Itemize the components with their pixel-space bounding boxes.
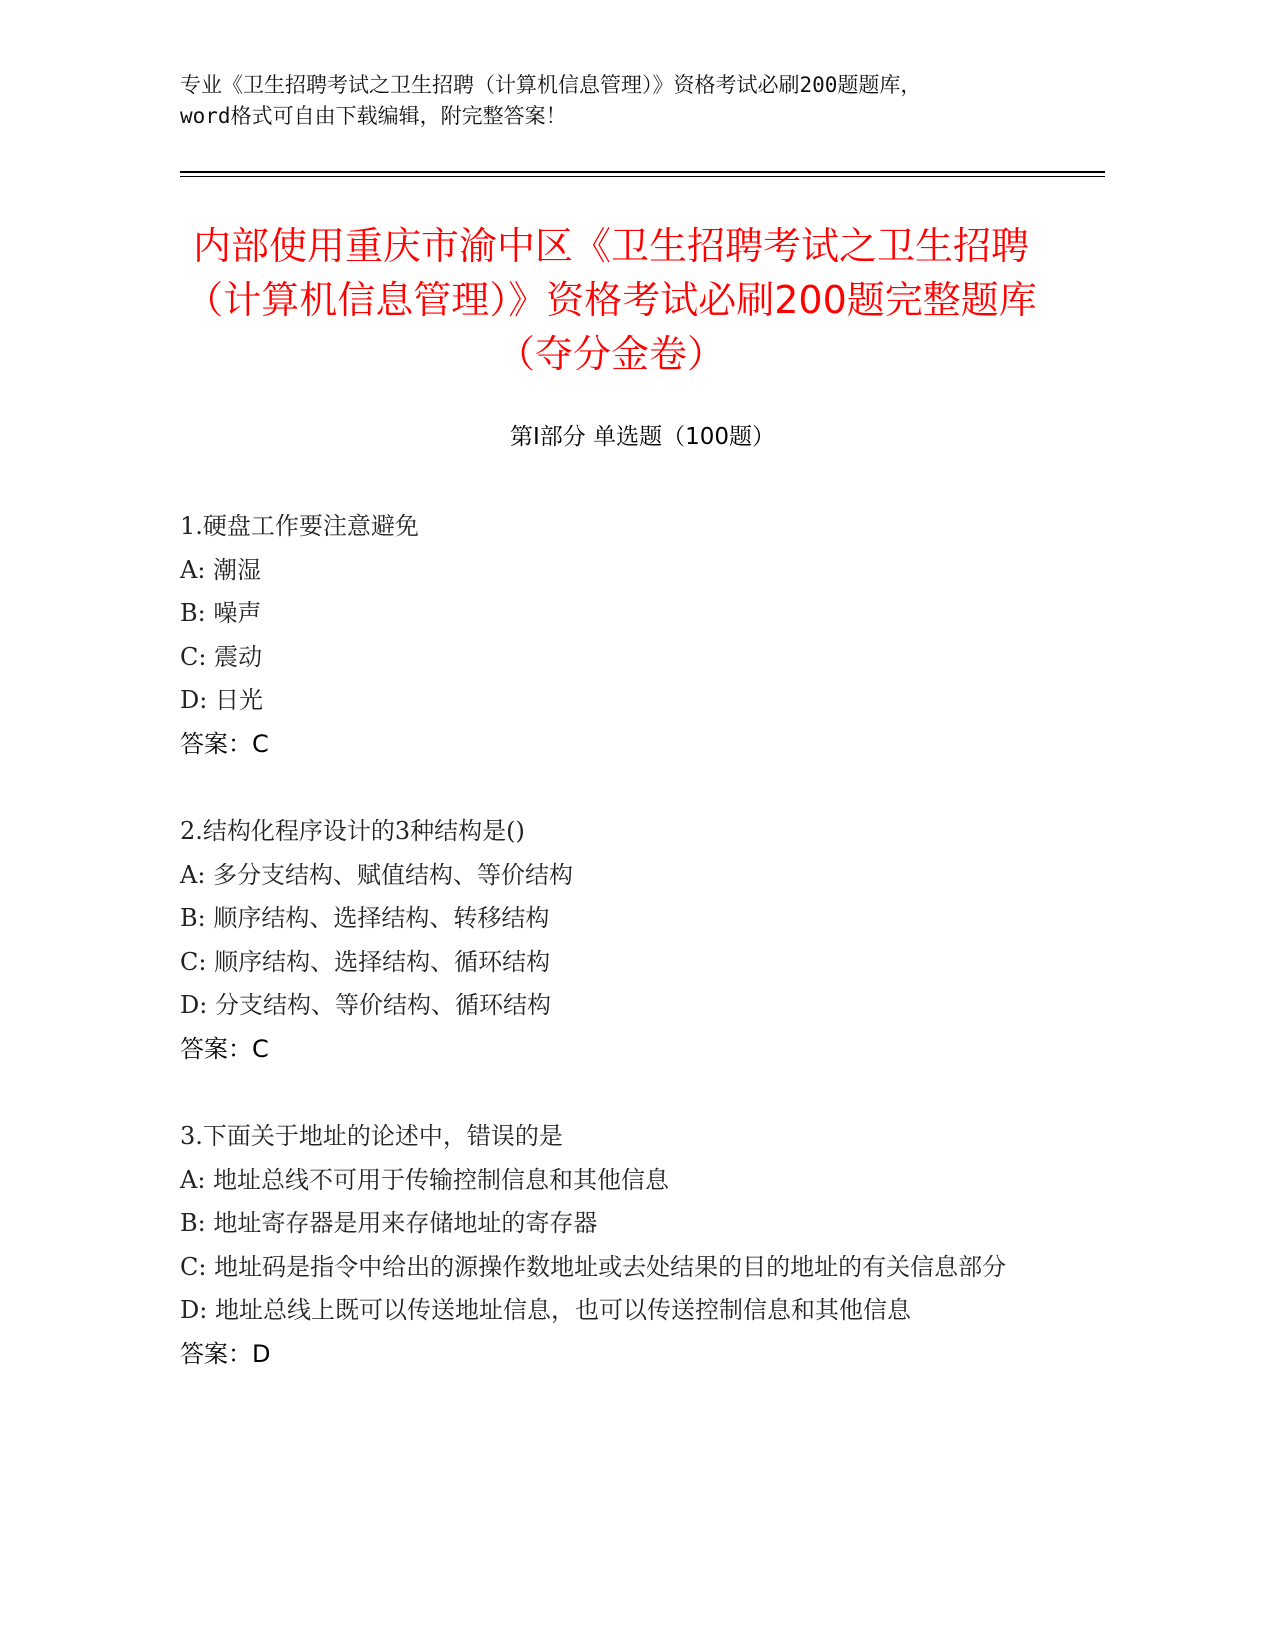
option-c: C: 地址码是指令中给出的源操作数地址或去处结果的目的地址的有关信息部分 xyxy=(180,1252,1007,1281)
question-stem: 3.下面关于地址的论述中，错误的是 xyxy=(180,1122,563,1150)
option-b: B: 地址寄存器是用来存储地址的寄存器 xyxy=(180,1209,598,1237)
option-a: A: 多分支结构、赋值结构、等价结构 xyxy=(180,860,574,889)
option-b: B: 顺序结构、选择结构、转移结构 xyxy=(180,904,550,932)
option-a: A: 地址总线不可用于传输控制信息和其他信息 xyxy=(180,1165,670,1194)
option-b: B: 噪声 xyxy=(180,599,262,627)
header-note-line-2: word格式可自由下载编辑，附完整答案！ xyxy=(180,104,567,128)
header-note xyxy=(180,70,1080,132)
option-d: D: 地址总线上既可以传送地址信息，也可以传送控制信息和其他信息 xyxy=(180,1296,911,1324)
question-stem: 2.结构化程序设计的3种结构是() xyxy=(180,817,525,845)
option-d: D: 日光 xyxy=(180,686,263,714)
header-note-line-1: 专业《卫生招聘考试之卫生招聘（计算机信息管理）》资格考试必刷200题题库， xyxy=(180,73,922,97)
option-c: C: 震动 xyxy=(180,642,263,671)
question-3 xyxy=(180,1115,1105,1376)
question-stem: 1.硬盘工作要注意避免 xyxy=(180,512,419,540)
answer: 答案：C xyxy=(180,1034,269,1063)
answer: 答案：D xyxy=(180,1339,271,1368)
question-list xyxy=(180,505,1105,1376)
option-d: D: 分支结构、等价结构、循环结构 xyxy=(180,991,551,1019)
question-1 xyxy=(180,505,1105,766)
option-a: A: 潮湿 xyxy=(180,555,262,584)
header-divider-thick xyxy=(180,171,1105,173)
question-2 xyxy=(180,810,1105,1071)
section-heading: 第Ⅰ部分 单选题（100题） xyxy=(510,424,775,450)
option-c: C: 顺序结构、选择结构、循环结构 xyxy=(180,947,551,976)
answer: 答案：C xyxy=(180,729,269,758)
document-title: 内部使用重庆市渝中区《卫生招聘考试之卫生招聘（计算机信息管理）》资格考试必刷200题完整题库（夺分金卷） xyxy=(185,224,1037,376)
header-divider-thin xyxy=(180,176,1105,177)
